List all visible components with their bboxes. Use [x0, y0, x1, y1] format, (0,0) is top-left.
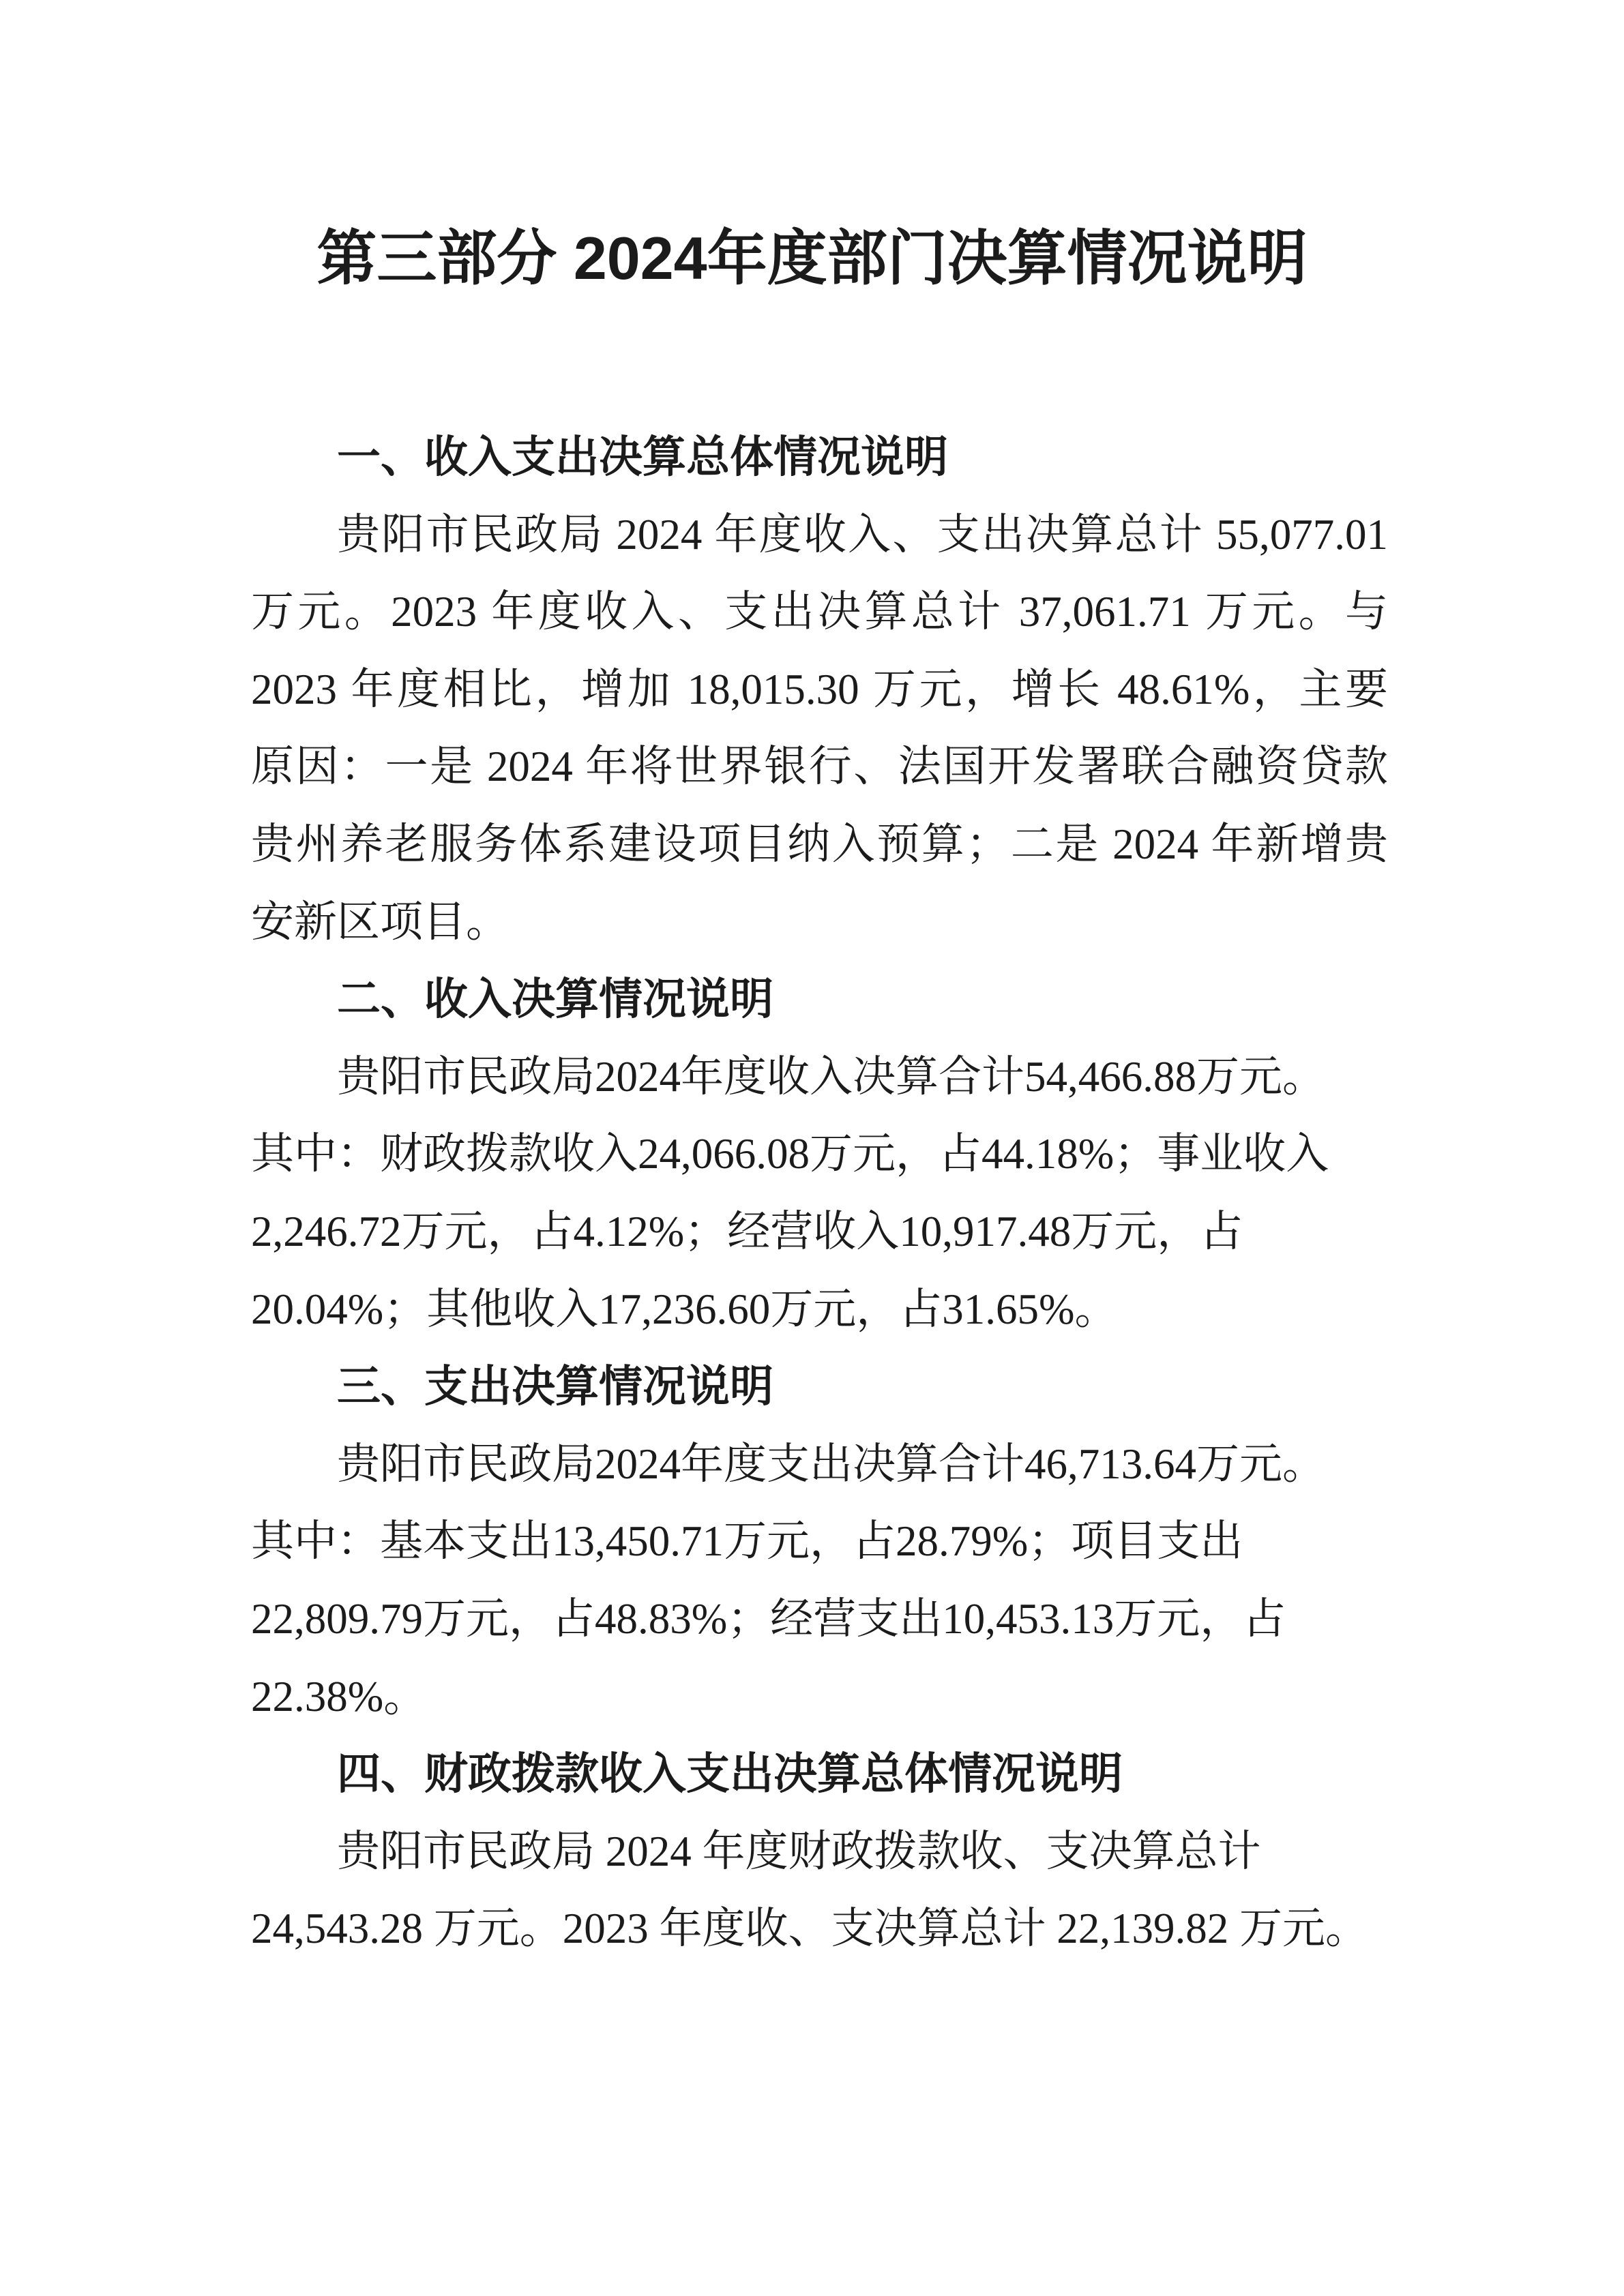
page-title: 第三部分 2024年度部门决算情况说明 — [316, 224, 1308, 292]
section-heading: 二、收入决算情况说明 — [337, 974, 773, 1024]
paragraph-line: 万元。2023 年度收入、支出决算总计 37,061.71 万元。与 — [251, 588, 1388, 636]
document-body — [251, 419, 1388, 1968]
paragraph-line: 22,809.79万元，占48.83%；经营支出10,453.13万元，占 — [251, 1594, 1286, 1643]
section-heading: 三、支出决算情况说明 — [337, 1362, 773, 1412]
paragraph-line: 其中：基本支出13,450.71万元，占28.79%；项目支出 — [251, 1517, 1243, 1566]
paragraph-line: 2023 年度相比，增加 18,015.30 万元，增长 48.61%，主要 — [251, 665, 1388, 713]
paragraph-line: 其中：财政拨款收入24,066.08万元，占44.18%；事业收入 — [251, 1130, 1329, 1178]
section-heading: 四、财政拨款收入支出决算总体情况说明 — [337, 1749, 1123, 1799]
section-overall-income-expenditure — [251, 419, 1388, 961]
paragraph-line: 贵阳市民政局2024年度收入决算合计54,466.88万元。 — [337, 1052, 1325, 1101]
paragraph-line: 原因：一是 2024 年将世界银行、法国开发署联合融资贷款 — [251, 743, 1388, 791]
paragraph-line: 贵阳市民政局2024年度支出决算合计46,713.64万元。 — [337, 1440, 1325, 1488]
paragraph-line: 贵州养老服务体系建设项目纳入预算；二是 2024 年新增贵 — [251, 820, 1388, 868]
paragraph-line: 20.04%；其他收入17,236.60万元，占31.65%。 — [251, 1285, 1118, 1333]
section-heading: 一、收入支出决算总体情况说明 — [337, 432, 948, 481]
section-expenditure — [251, 1348, 1388, 1735]
paragraph-line: 22.38%。 — [251, 1672, 427, 1720]
paragraph-line: 安新区项目。 — [251, 897, 509, 946]
paragraph-line: 2,246.72万元，占4.12%；经营收入10,917.48万元，占 — [251, 1207, 1243, 1255]
section-fiscal-appropriation — [251, 1735, 1388, 1968]
paragraph-line: 贵阳市民政局 2024 年度财政拨款收、支决算总计 — [337, 1827, 1261, 1875]
section-income — [251, 961, 1388, 1348]
paragraph-line: 24,543.28 万元。2023 年度收、支决算总计 22,139.82 万元。 — [251, 1905, 1368, 1953]
paragraph-line: 贵阳市民政局 2024 年度收入、支出决算总计 55,077.01 — [337, 510, 1388, 558]
